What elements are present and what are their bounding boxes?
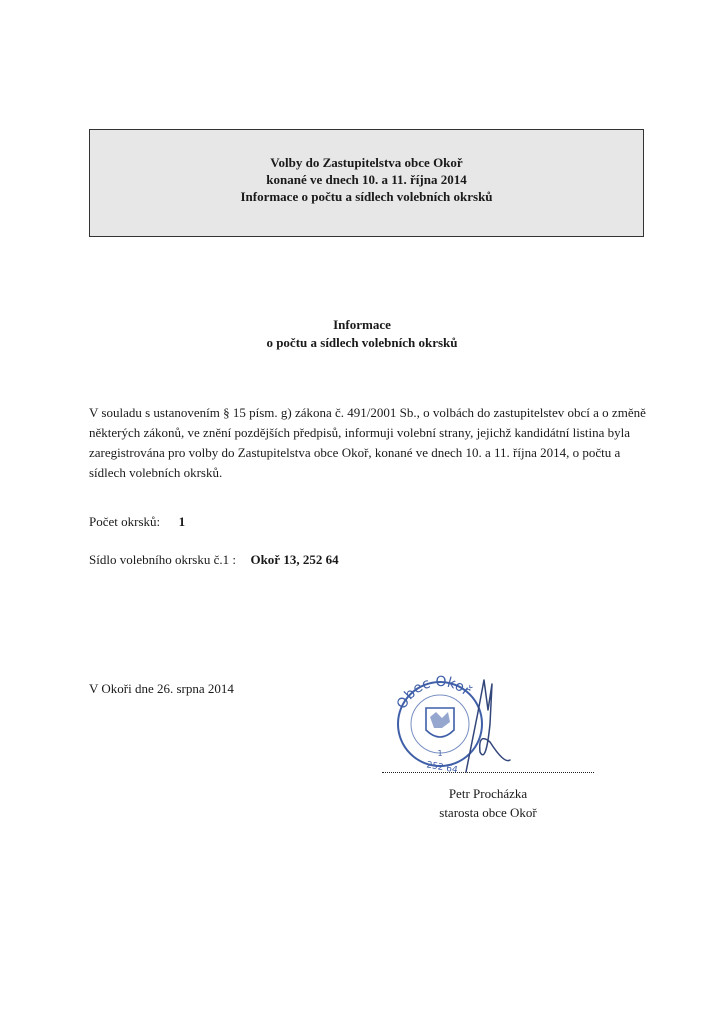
header-title: Volby do Zastupitelstva obce Okoř (270, 155, 463, 170)
district-seat-row (89, 551, 339, 569)
district-count-value: 1 (178, 514, 186, 529)
district-count-label: Počet okrsků: (89, 514, 161, 529)
stamp-number: 1 (437, 749, 443, 758)
signature-line (382, 772, 594, 773)
district-seat-label: Sídlo volebního okrsku č.1 : (89, 552, 236, 567)
signature-scribble (466, 680, 510, 772)
section-heading (0, 316, 724, 352)
signer-role: starosta obce Okoř (439, 805, 537, 820)
section-title-line2: o počtu a sídlech volebních okrsků (266, 335, 458, 350)
header-dates: konané ve dnech 10. a 11. října 2014 (266, 172, 467, 187)
district-seat-value: Okoř 13, 252 64 (250, 552, 339, 567)
official-stamp (386, 672, 516, 782)
place-date: V Okoři dne 26. srpna 2014 (89, 681, 234, 696)
document-header-box (89, 129, 644, 237)
body-paragraph: V souladu s ustanovením § 15 písm. g) zákona č. 491/2001 Sb., o volbách do zastupitelstev obcí a o změně některých zákonů, ve znění pozdějších předpisů, informuji volební strany, jejichž kandidátní listina byla zaregistrována pro volby do Zastupitelstva obce Okoř, konané ve dnech 10. a 11. října 2014, o počtu a sídlech volebních okrsků. (89, 405, 646, 480)
header-subtitle: Informace o počtu a sídlech volebních okrsků (240, 189, 493, 204)
district-count-row (89, 513, 185, 531)
signer-name: Petr Procházka (448, 786, 528, 801)
stamp-text-top: Obec Okoř (393, 673, 474, 712)
section-title-line1: Informace (333, 317, 391, 332)
stamp-text-bottom: 252 64 (425, 760, 459, 776)
